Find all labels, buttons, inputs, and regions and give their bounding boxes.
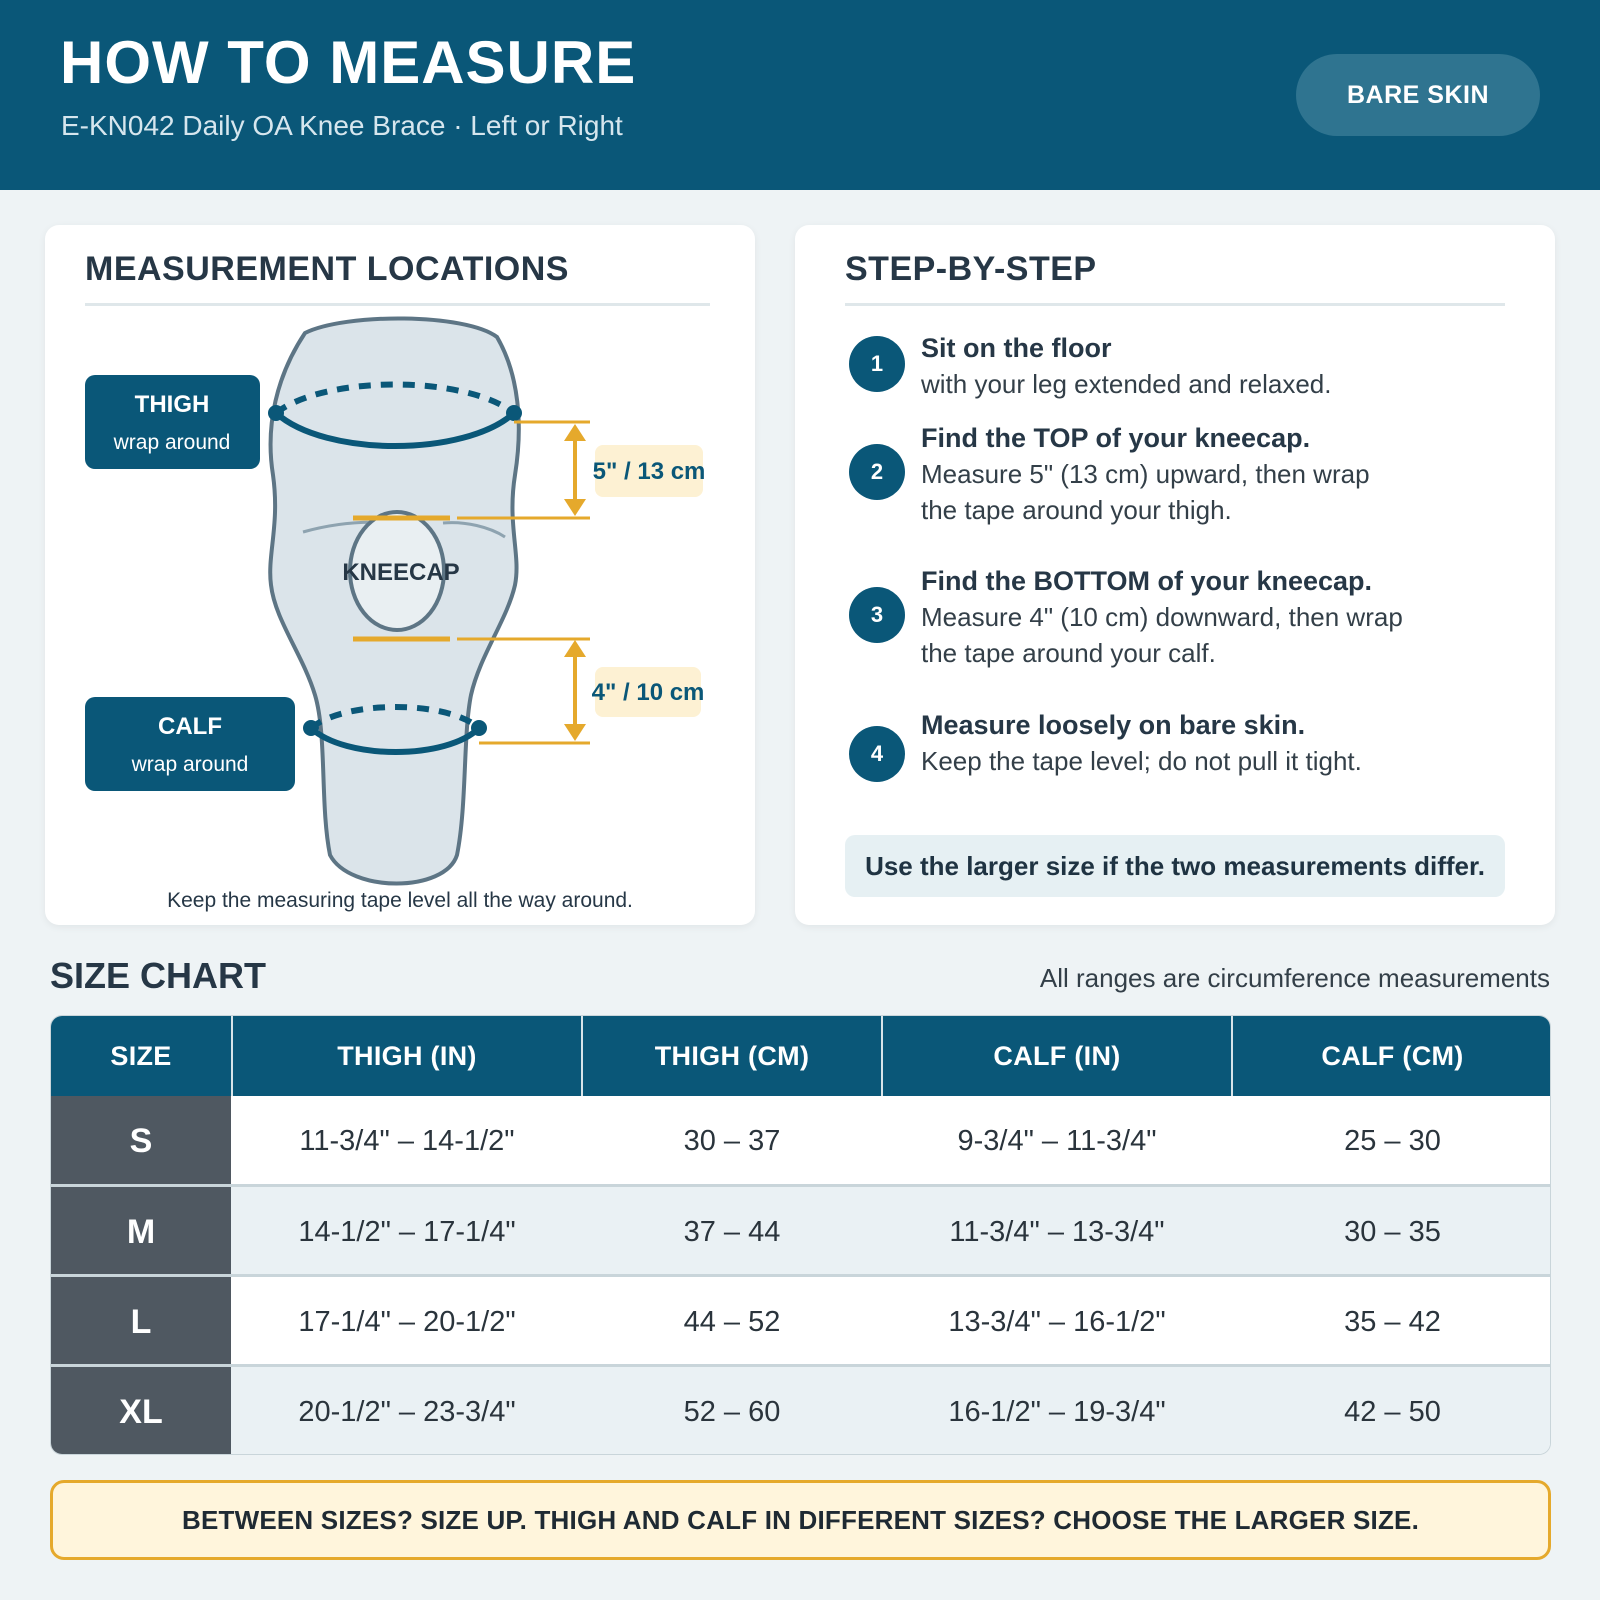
- upper-arrow-head-bottom: [564, 499, 586, 516]
- thigh-cm-cell: 52 – 60: [683, 1395, 781, 1428]
- calf-in-cell: 13-3/4" – 16-1/2": [948, 1305, 1166, 1338]
- size-cell: S: [51, 1096, 231, 1186]
- calf-cm-cell: 42 – 50: [1344, 1395, 1441, 1428]
- step-number: 2: [849, 444, 905, 500]
- size-chart-table: [50, 1015, 1551, 1455]
- step-body: with your leg extended and relaxed.: [921, 369, 1332, 399]
- step-body: Keep the tape level; do not pull it tight.: [921, 746, 1362, 776]
- thigh-cm-cell: 44 – 52: [683, 1305, 781, 1338]
- step-body: Measure 4" (10 cm) downward, then wrap the tape around your calf.: [921, 602, 1403, 668]
- calf-in-cell: 11-3/4" – 13-3/4": [949, 1215, 1165, 1248]
- diagram-caption: Keep the measuring tape level all the way around.: [167, 889, 633, 912]
- table-row: [51, 1367, 1550, 1455]
- step-body: Measure 5" (13 cm) upward, then wrap the tape around your thigh.: [921, 459, 1370, 525]
- thigh-in-cell: 20-1/2" – 23-3/4": [298, 1395, 516, 1428]
- step-by-step-card: [795, 225, 1555, 925]
- product-subtitle: E-KN042 Daily OA Knee Brace · Left or Right: [61, 110, 623, 141]
- header-size: SIZE: [110, 1040, 172, 1071]
- table-header: [51, 1016, 1550, 1096]
- thigh-cm-cell: 37 – 44: [683, 1215, 781, 1248]
- step-title: Measure loosely on bare skin.: [921, 710, 1306, 740]
- table-row: [51, 1277, 1550, 1367]
- bare-skin-badge: BARE SKIN: [1296, 54, 1540, 136]
- steps-divider: [845, 303, 1505, 306]
- thigh-cm-cell: 30 – 37: [683, 1124, 781, 1157]
- upper-arrow-head-top: [564, 424, 586, 441]
- locations-title: MEASUREMENT LOCATIONS: [85, 250, 569, 288]
- thigh-in-cell: 11-3/4" – 14-1/2": [299, 1124, 515, 1157]
- header-thigh-in: THIGH (IN): [337, 1040, 477, 1071]
- table-row: [51, 1187, 1550, 1277]
- header-calf-cm: CALF (CM): [1321, 1040, 1464, 1071]
- size-chart-note: All ranges are circumference measurements: [1039, 963, 1550, 993]
- page-header: [0, 0, 1600, 190]
- step-number: 4: [849, 726, 905, 782]
- calf-in-cell: 16-1/2" – 19-3/4": [948, 1395, 1166, 1428]
- calf-callout-sub: wrap around: [131, 753, 249, 776]
- lower-distance-label: 4" / 10 cm: [591, 679, 705, 706]
- size-chart-title: SIZE CHART: [50, 955, 266, 996]
- header-thigh-cm: THIGH (CM): [654, 1040, 810, 1071]
- sizing-tip-banner: BETWEEN SIZES? SIZE UP. THIGH AND CALF IN DIFFERENT SIZES? CHOOSE THE LARGER SIZE.: [50, 1480, 1551, 1560]
- step-title: Find the TOP of your kneecap.: [921, 423, 1311, 453]
- calf-tape-end-left: [303, 720, 319, 736]
- step-title: Sit on the floor: [921, 333, 1112, 363]
- kneecap-label: KNEECAP: [342, 559, 460, 586]
- calf-cm-cell: 35 – 42: [1344, 1305, 1441, 1338]
- measurement-locations-card: [45, 225, 755, 925]
- thigh-tape-end-right: [506, 405, 522, 421]
- thigh-callout-label: THIGH: [134, 391, 210, 418]
- header-calf-in: CALF (IN): [993, 1040, 1121, 1071]
- size-cell: XL: [51, 1367, 231, 1455]
- leg-diagram: [45, 225, 755, 925]
- size-cell: M: [51, 1187, 231, 1277]
- steps-title: STEP-BY-STEP: [845, 250, 1097, 288]
- larger-size-note: Use the larger size if the two measurements differ.: [845, 835, 1505, 897]
- size-cell: L: [51, 1277, 231, 1367]
- lower-arrow-head-bottom: [564, 724, 586, 741]
- step-number: 3: [849, 587, 905, 643]
- calf-in-cell: 9-3/4" – 11-3/4": [957, 1124, 1157, 1157]
- thigh-in-cell: 14-1/2" – 17-1/4": [298, 1215, 516, 1248]
- thigh-tape-end-left: [268, 405, 284, 421]
- thigh-callout: [85, 375, 260, 469]
- thigh-callout-sub: wrap around: [113, 431, 231, 454]
- table-row: [51, 1096, 1550, 1186]
- lower-arrow-head-top: [564, 640, 586, 657]
- thigh-in-cell: 17-1/4" – 20-1/2": [298, 1305, 516, 1338]
- calf-callout: [85, 697, 295, 791]
- calf-tape-end-right: [471, 720, 487, 736]
- upper-distance-label: 5" / 13 cm: [592, 458, 706, 485]
- calf-cm-cell: 25 – 30: [1344, 1124, 1441, 1157]
- page-title: HOW TO MEASURE: [60, 29, 637, 96]
- step-number: 1: [849, 336, 905, 392]
- calf-cm-cell: 30 – 35: [1344, 1215, 1441, 1248]
- calf-callout-label: CALF: [158, 713, 222, 740]
- step-title: Find the BOTTOM of your kneecap.: [921, 566, 1373, 596]
